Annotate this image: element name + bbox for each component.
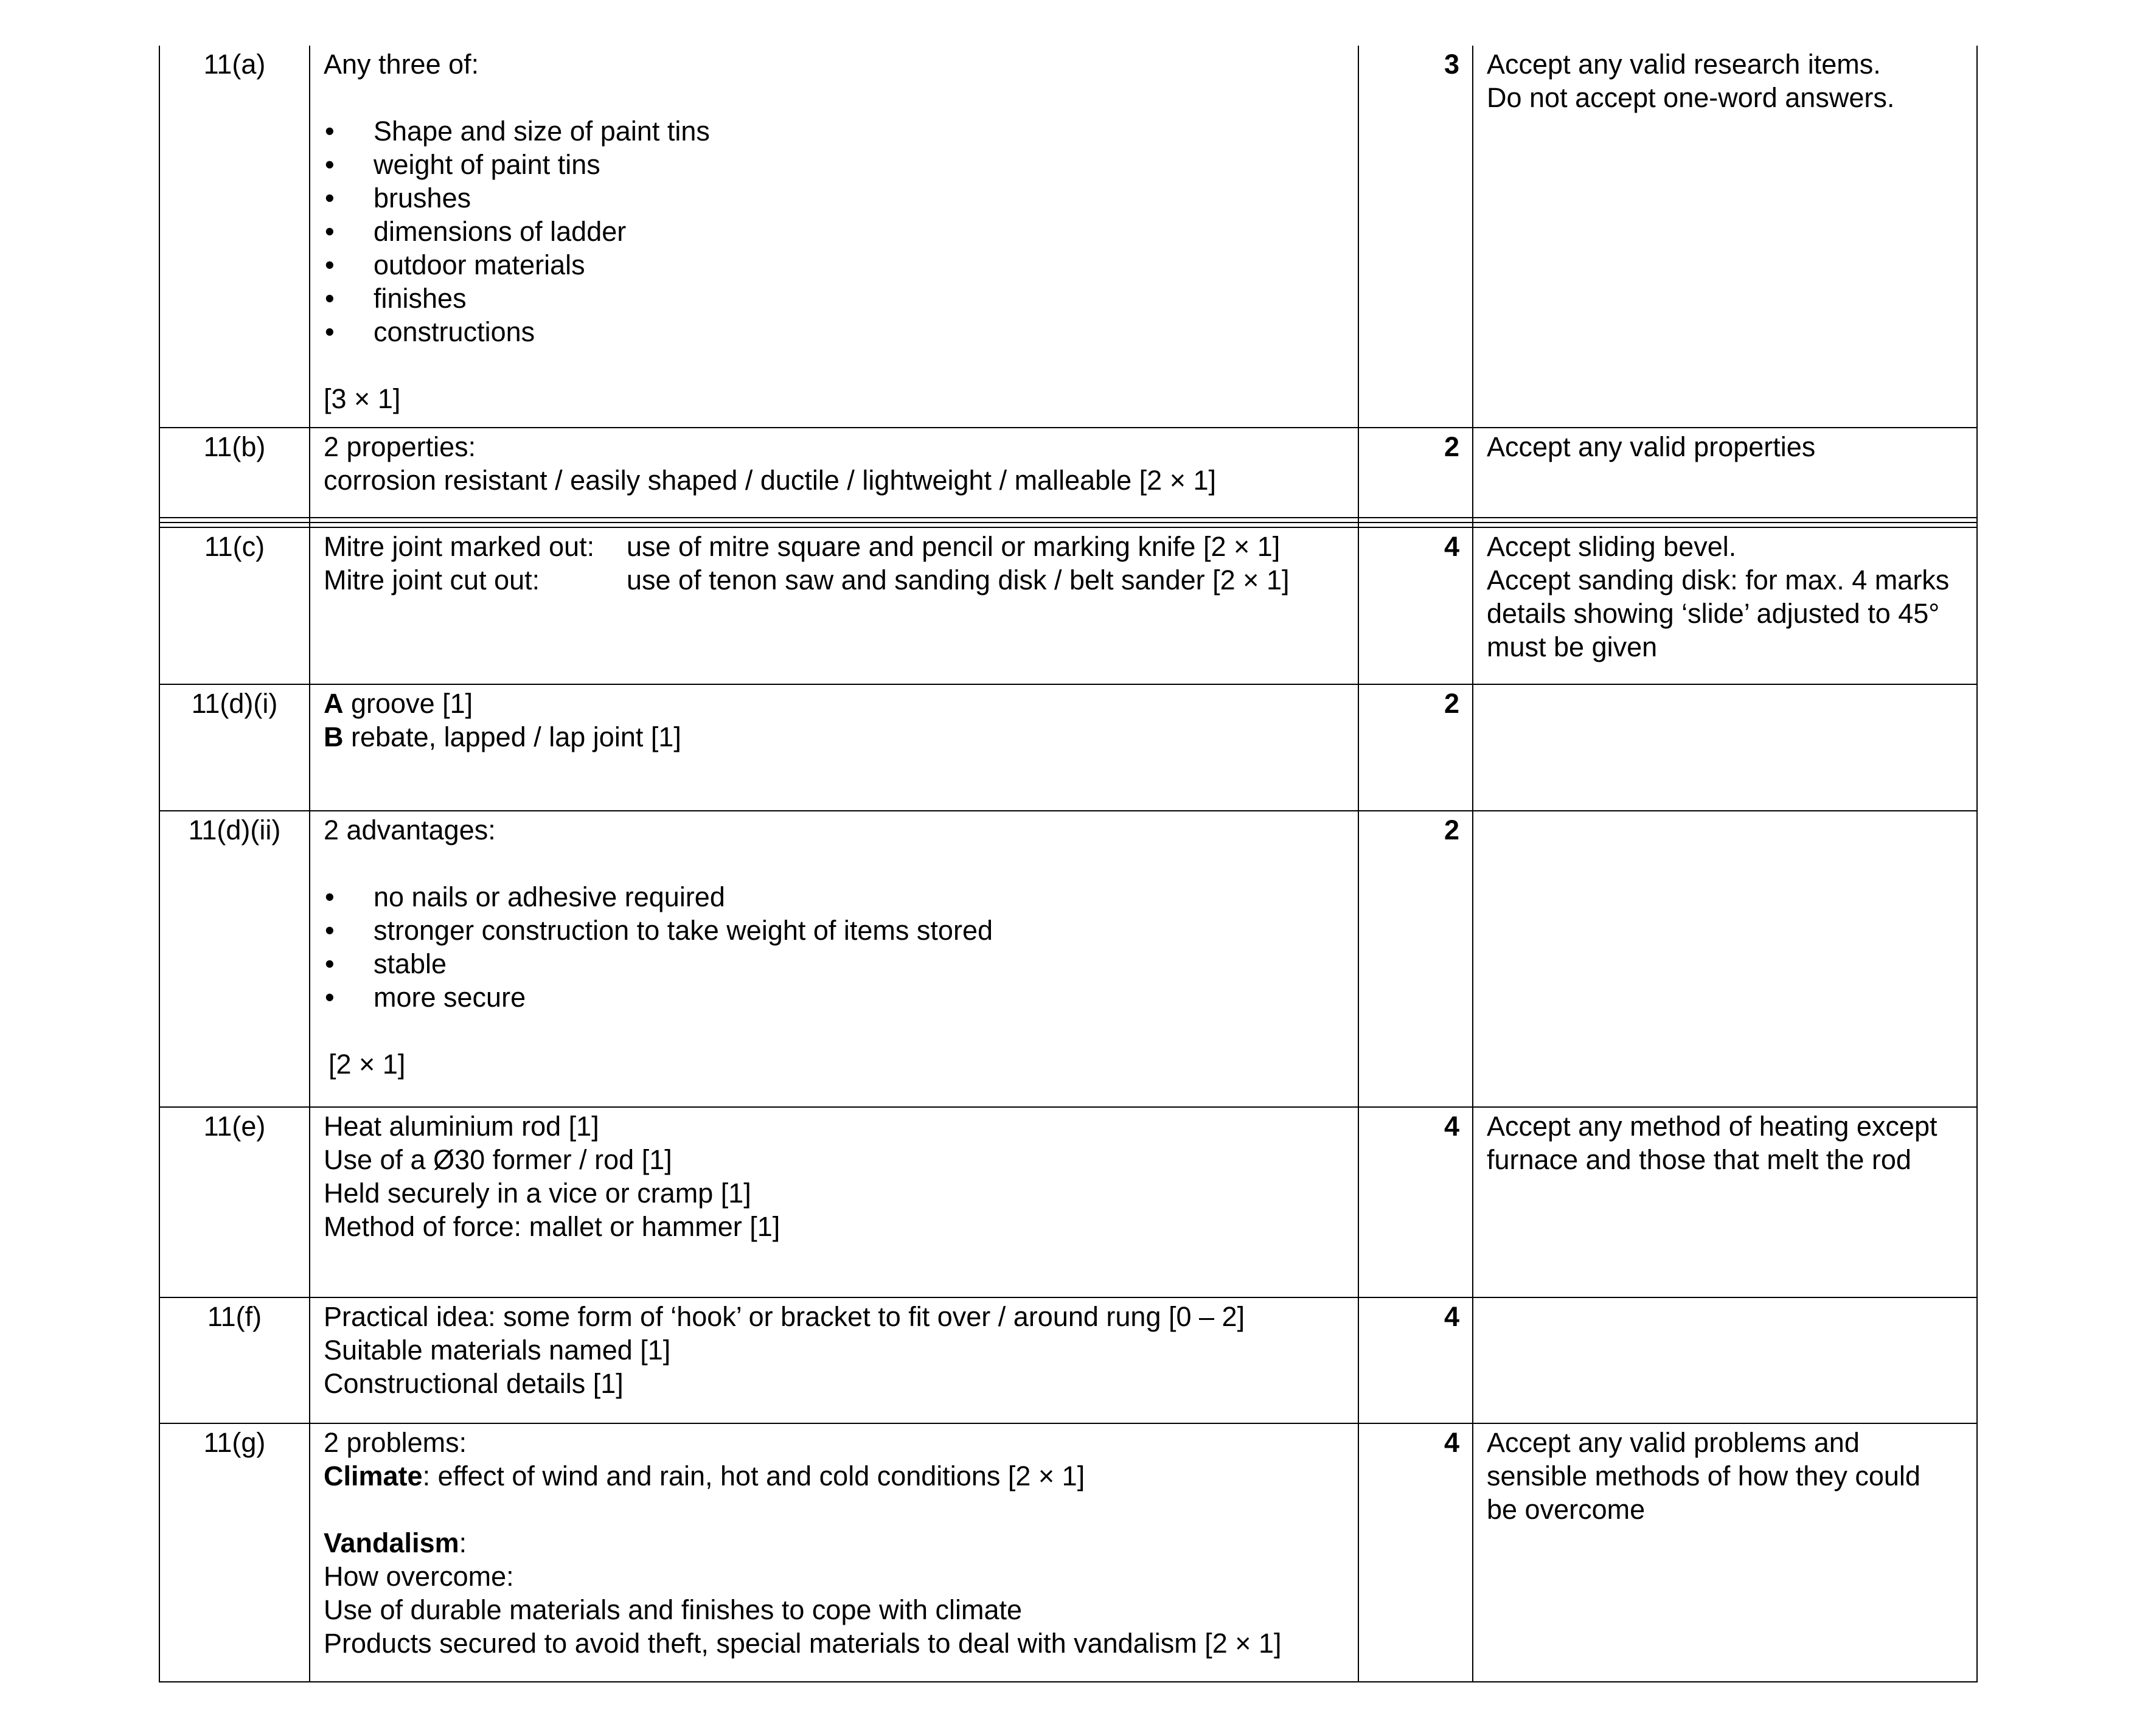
- list-item: • finishes: [324, 282, 1346, 315]
- marks-value: 3: [1358, 46, 1473, 428]
- list-item: • no nails or adhesive required: [324, 880, 1346, 914]
- guidance-line: Accept sliding bevel.: [1487, 531, 1737, 562]
- guidance-cell: [1473, 811, 1977, 1107]
- guidance-cell: [1473, 46, 1977, 428]
- answer-cell: [310, 1107, 1358, 1297]
- marks-value: 4: [1358, 1423, 1473, 1682]
- answer-cell: [310, 811, 1358, 1107]
- answer-line: rebate, lapped / lap joint [1]: [343, 721, 681, 752]
- answer-line: Use of a Ø30 former / rod [1]: [324, 1144, 672, 1175]
- answer-line: 2 properties:: [324, 431, 476, 462]
- table-row-11f: [159, 1297, 1977, 1423]
- guidance-line: be overcome: [1487, 1494, 1646, 1525]
- answer-line: Held securely in a vice or cramp [1]: [324, 1178, 751, 1209]
- answer-cell: [310, 46, 1358, 428]
- guidance-line: Accept sanding disk: for max. 4 marks: [1487, 564, 1950, 595]
- table-row-11e: [159, 1107, 1977, 1297]
- answer-line: Use of durable materials and finishes to cope with climate: [324, 1594, 1023, 1625]
- list-item: • stronger construction to take weight of items stored: [324, 914, 1346, 947]
- question-number: 11(f): [159, 1297, 310, 1423]
- guidance-line: Do not accept one-word answers.: [1487, 82, 1895, 113]
- answer-cell: 2 problems: Climate: effect of wind and rain, hot and cold conditions [2 × 1] Vandalism: How overcome: Use of durable materials and finishes to cope with climate Products secured to avoid theft, special materials to deal with vandalism [2 × 1]: [310, 1423, 1358, 1682]
- guidance-line: Accept any method of heating except: [1487, 1111, 1938, 1142]
- answer-cell: [310, 527, 1358, 684]
- list-item: • weight of paint tins: [324, 148, 1346, 181]
- marks-value: 4: [1358, 1107, 1473, 1297]
- answer-line: Products secured to avoid theft, special materials to deal with vandalism [2 × 1]: [324, 1628, 1282, 1659]
- list-item: • brushes: [324, 181, 1346, 215]
- marks-value: 2: [1358, 428, 1473, 518]
- answer-cell: [310, 1297, 1358, 1423]
- bullet-list: [324, 114, 1346, 349]
- answer-intro: Any three of:: [324, 49, 479, 80]
- question-number: 11(d)(ii): [159, 811, 310, 1107]
- guidance-line: Accept any valid problems and: [1487, 1427, 1860, 1458]
- answer-line: How overcome:: [324, 1561, 514, 1592]
- answer-intro: 2 advantages:: [324, 814, 496, 845]
- list-item: • more secure: [324, 981, 1346, 1014]
- table-row-11di: [159, 684, 1977, 811]
- question-number: 11(d)(i): [159, 684, 310, 811]
- row-separator: [159, 518, 1977, 527]
- answer-label: Mitre joint marked out:: [324, 531, 595, 562]
- list-item: • stable: [324, 947, 1346, 981]
- question-number: 11(g): [159, 1423, 310, 1682]
- list-item: • constructions: [324, 315, 1346, 349]
- mark-scheme-table: [159, 46, 1978, 1682]
- table-row-11b: [159, 428, 1977, 518]
- answer-line: Method of force: mallet or hammer [1]: [324, 1211, 780, 1242]
- guidance-line: must be given: [1487, 631, 1658, 662]
- question-number: 11(a): [159, 46, 310, 428]
- guidance-cell: [1473, 428, 1977, 518]
- answer-cell: [310, 428, 1358, 518]
- answer-line: groove [1]: [343, 688, 473, 719]
- marks-value: 4: [1358, 527, 1473, 684]
- guidance-line: furnace and those that melt the rod: [1487, 1144, 1911, 1175]
- guidance-cell: [1473, 684, 1977, 811]
- answer-line: corrosion resistant / easily shaped / ductile / lightweight / malleable [2 × 1]: [324, 465, 1217, 496]
- table-row-11g: [159, 1423, 1977, 1682]
- answer-cell: [310, 684, 1358, 811]
- answer-line: 2 problems:: [324, 1427, 467, 1458]
- table-row-11a: [159, 46, 1977, 428]
- answer-label: Vandalism: [324, 1527, 459, 1558]
- answer-label: Climate: [324, 1460, 423, 1491]
- marks-value: 2: [1358, 811, 1473, 1107]
- list-item: • dimensions of ladder: [324, 215, 1346, 248]
- guidance-line: details showing ‘slide’ adjusted to 45°: [1487, 598, 1940, 629]
- guidance-cell: [1473, 1423, 1977, 1682]
- question-number: 11(c): [159, 527, 310, 684]
- bullet-list: [324, 880, 1346, 1014]
- guidance-cell: [1473, 527, 1977, 684]
- answer-line: Constructional details [1]: [324, 1368, 624, 1399]
- list-item: • Shape and size of paint tins: [324, 114, 1346, 148]
- table-row-11dii: [159, 811, 1977, 1107]
- list-item: • outdoor materials: [324, 248, 1346, 282]
- marks-value: 4: [1358, 1297, 1473, 1423]
- marks-note: [3 × 1]: [324, 383, 401, 414]
- marks-value: 2: [1358, 684, 1473, 811]
- answer-label: A: [324, 688, 344, 719]
- answer-line: : effect of wind and rain, hot and cold conditions [2 × 1]: [422, 1460, 1085, 1491]
- question-number: 11(b): [159, 428, 310, 518]
- guidance-line: Accept any valid research items.: [1487, 49, 1881, 80]
- answer-line: Suitable materials named [1]: [324, 1335, 671, 1366]
- question-number: 11(e): [159, 1107, 310, 1297]
- answer-label: Mitre joint cut out:: [324, 564, 540, 595]
- guidance-cell: [1473, 1107, 1977, 1297]
- marks-note: [2 × 1]: [328, 1049, 406, 1080]
- answer-label: B: [324, 721, 344, 752]
- guidance-line: Accept any valid properties: [1487, 431, 1816, 462]
- answer-line: Practical idea: some form of ‘hook’ or bracket to fit over / around rung [0 – 2]: [324, 1301, 1245, 1332]
- answer-line: use of mitre square and pencil or marking knife [2 × 1]: [627, 531, 1281, 562]
- guidance-line: sensible methods of how they could: [1487, 1460, 1920, 1491]
- guidance-cell: [1473, 1297, 1977, 1423]
- table-row-11c: [159, 527, 1977, 684]
- answer-line: use of tenon saw and sanding disk / belt sander [2 × 1]: [627, 564, 1290, 595]
- answer-line: Heat aluminium rod [1]: [324, 1111, 599, 1142]
